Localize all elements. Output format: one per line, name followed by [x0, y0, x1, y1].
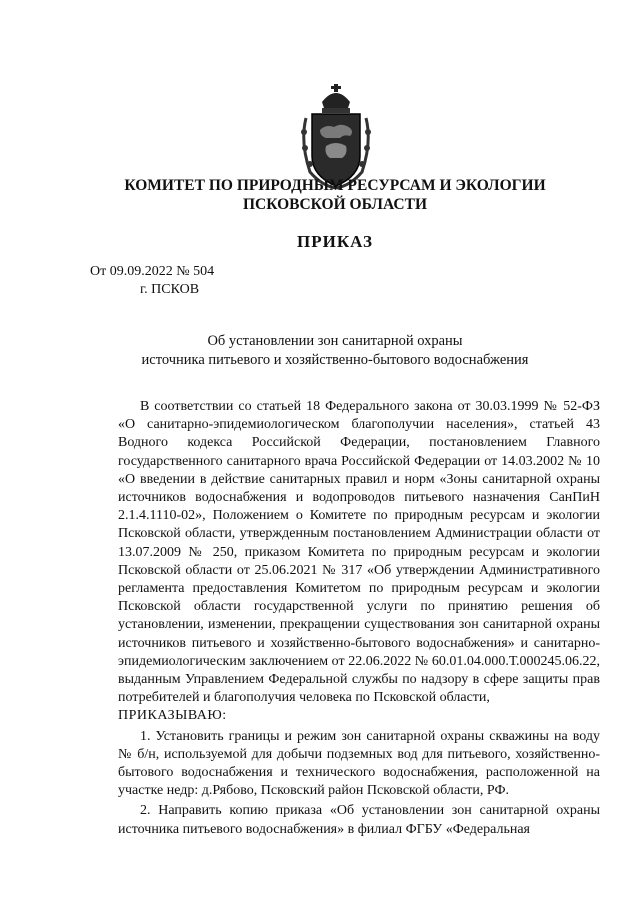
document-date-number: От 09.09.2022 № 504: [90, 264, 215, 279]
subject-line2: источника питьевого и хозяйственно-бытового водоснабжения: [141, 352, 529, 368]
document-subject: [100, 332, 570, 370]
organization-name: [100, 176, 570, 214]
organization-name-line1: КОМИТЕТ ПО ПРИРОДНЫМ РЕСУРСАМ И ЭКОЛОГИИ: [124, 177, 546, 194]
directive-heading: ПРИКАЗЫВАЮ:: [118, 708, 227, 724]
order-item-1: 1. Установить границы и режим зон санитарной охраны скважины на воду № б/н, используемой для добычи подземных вод для питьевого, хозяйственно-бытового водоснабжения и технического водоснабжения, расположенной на участке недр: д.Рябово, Псковский район Псковской области, РФ.: [118, 728, 600, 799]
document-body: [118, 398, 600, 839]
preamble-paragraph: В соответствии со статьей 18 Федерального закона от 30.03.1999 № 52-ФЗ «О санитарно-эпидемиологическом благополучии населения», статьей 43 Водного кодекса Российской Федерации, постановлением Главного государственного санитарного врача Российской Федерации от 14.03.2002 № 10 «О введении в действие санитарных правил и норм «Зоны санитарной охраны источников водоснабжения и водопроводов питьевого назначения СанПиН 2.1.4.1110-02», Положением о Комитете по природным ресурсам и экологии Псковской области, утвержденным постановлением Администрации области от 13.07.2009 № 250, приказом Комитета по природным ресурсам и экологии Псковской области от 25.06.2021 № 317 «Об утверждении Административного регламента предоставления Комитетом по природным ресурсам и экологии Псковской области государственной услуги по принятию решения об установлении, изменении, прекращении существования зон санитарной охраны источников питьевого и хозяйственно-бытового водоснабжения» и санитарно-эпидемиологическим заключением от 22.06.2022 № 60.01.04.000.Т.000245.06.22, выданным Управлением Федеральной службы по надзору в сфере защиты прав потребителей и благополучия человека по Псковской области,: [118, 399, 600, 706]
subject-line1: Об установлении зон санитарной охраны: [207, 333, 463, 349]
organization-name-line2: ПСКОВСКОЙ ОБЛАСТИ: [242, 196, 427, 213]
document-city: г. ПСКОВ: [140, 282, 200, 297]
document-type-title: ПРИКАЗ: [297, 232, 373, 251]
order-item-2: 2. Направить копию приказа «Об установлении зон санитарной охраны источника питьевого водоснабжения» в филиал ФГБУ «Федеральная: [118, 803, 600, 837]
coat-of-arms-icon: [296, 82, 376, 190]
